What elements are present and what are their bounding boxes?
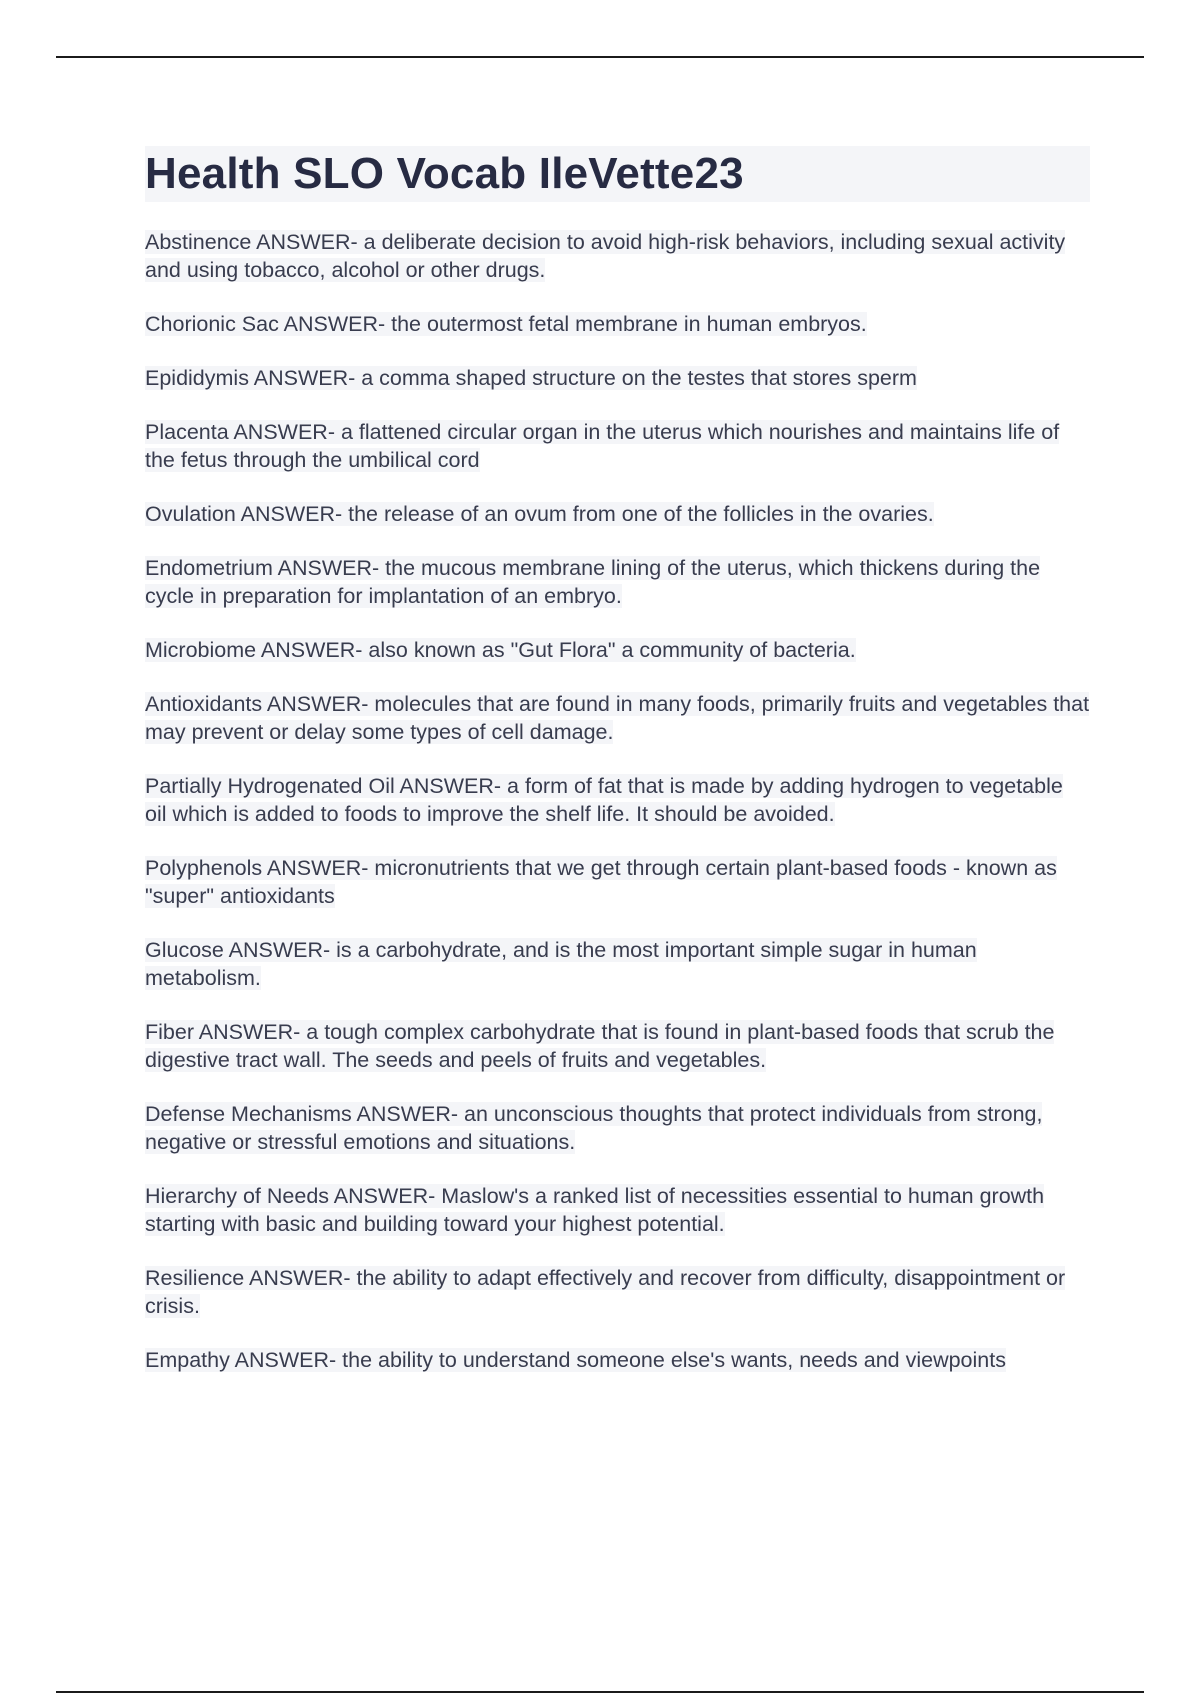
vocab-entry-text: Defense Mechanisms ANSWER- an unconscious thoughts that protect individuals from strong, negative or stressful emotions and situations. — [145, 1102, 1043, 1154]
vocab-entry — [145, 1018, 1090, 1074]
vocab-entry-text: Chorionic Sac ANSWER- the outermost fetal membrane in human embryos. — [145, 312, 867, 336]
vocab-entry-text: Resilience ANSWER- the ability to adapt effectively and recover from difficulty, disappointment or crisis. — [145, 1266, 1066, 1318]
vocab-entry — [145, 854, 1090, 910]
vocab-entry-text: Empathy ANSWER- the ability to understand someone else's wants, needs and viewpoints — [145, 1348, 1006, 1372]
vocab-entry-text: Endometrium ANSWER- the mucous membrane lining of the uterus, which thickens during the cycle in preparation for implantation of an embryo. — [145, 556, 1041, 608]
top-rule — [56, 56, 1144, 58]
vocab-entry-text: Polyphenols ANSWER- micronutrients that we get through certain plant-based foods - known as "super" antioxidants — [145, 856, 1057, 908]
vocab-entry — [145, 500, 1090, 528]
vocab-entry-text: Ovulation ANSWER- the release of an ovum from one of the follicles in the ovaries. — [145, 502, 934, 526]
vocab-entry — [145, 310, 1090, 338]
vocab-entry — [145, 936, 1090, 992]
vocab-entry — [145, 636, 1090, 664]
vocab-entry — [145, 418, 1090, 474]
vocab-entry — [145, 1346, 1090, 1374]
vocab-entry — [145, 1100, 1090, 1156]
vocab-entry-text: Partially Hydrogenated Oil ANSWER- a form of fat that is made by adding hydrogen to vegetable oil which is added to foods to improve the shelf life. It should be avoided. — [145, 774, 1063, 826]
vocab-entry — [145, 1264, 1090, 1320]
document-title: Health SLO Vocab IleVette23 — [145, 149, 744, 198]
vocab-entry-text: Abstinence ANSWER- a deliberate decision to avoid high-risk behaviors, including sexual activity and using tobacco, alcohol or other drugs. — [145, 230, 1066, 282]
vocab-entry — [145, 364, 1090, 392]
vocab-entry-text: Fiber ANSWER- a tough complex carbohydrate that is found in plant-based foods that scrub the digestive tract wall. The seeds and peels of fruits and vegetables. — [145, 1020, 1055, 1072]
document-body — [145, 146, 1090, 1400]
vocab-entry — [145, 690, 1090, 746]
vocab-entry-text: Microbiome ANSWER- also known as "Gut Flora" a community of bacteria. — [145, 638, 856, 662]
title-block — [145, 146, 1090, 202]
vocab-entry-text: Glucose ANSWER- is a carbohydrate, and is the most important simple sugar in human metabolism. — [145, 938, 977, 990]
vocab-entry — [145, 1182, 1090, 1238]
vocab-entry-text: Hierarchy of Needs ANSWER- Maslow's a ranked list of necessities essential to human growth starting with basic and building toward your highest potential. — [145, 1184, 1045, 1236]
vocab-entry-text: Antioxidants ANSWER- molecules that are found in many foods, primarily fruits and vegetables that may prevent or delay some types of cell damage. — [145, 692, 1090, 744]
vocab-entry-text: Placenta ANSWER- a flattened circular organ in the uterus which nourishes and maintains life of the fetus through the umbilical cord — [145, 420, 1060, 472]
bottom-rule — [56, 1691, 1144, 1693]
vocab-entry — [145, 554, 1090, 610]
vocab-entry — [145, 772, 1090, 828]
vocab-entry-text: Epididymis ANSWER- a comma shaped structure on the testes that stores sperm — [145, 366, 917, 390]
vocab-entry — [145, 228, 1090, 284]
